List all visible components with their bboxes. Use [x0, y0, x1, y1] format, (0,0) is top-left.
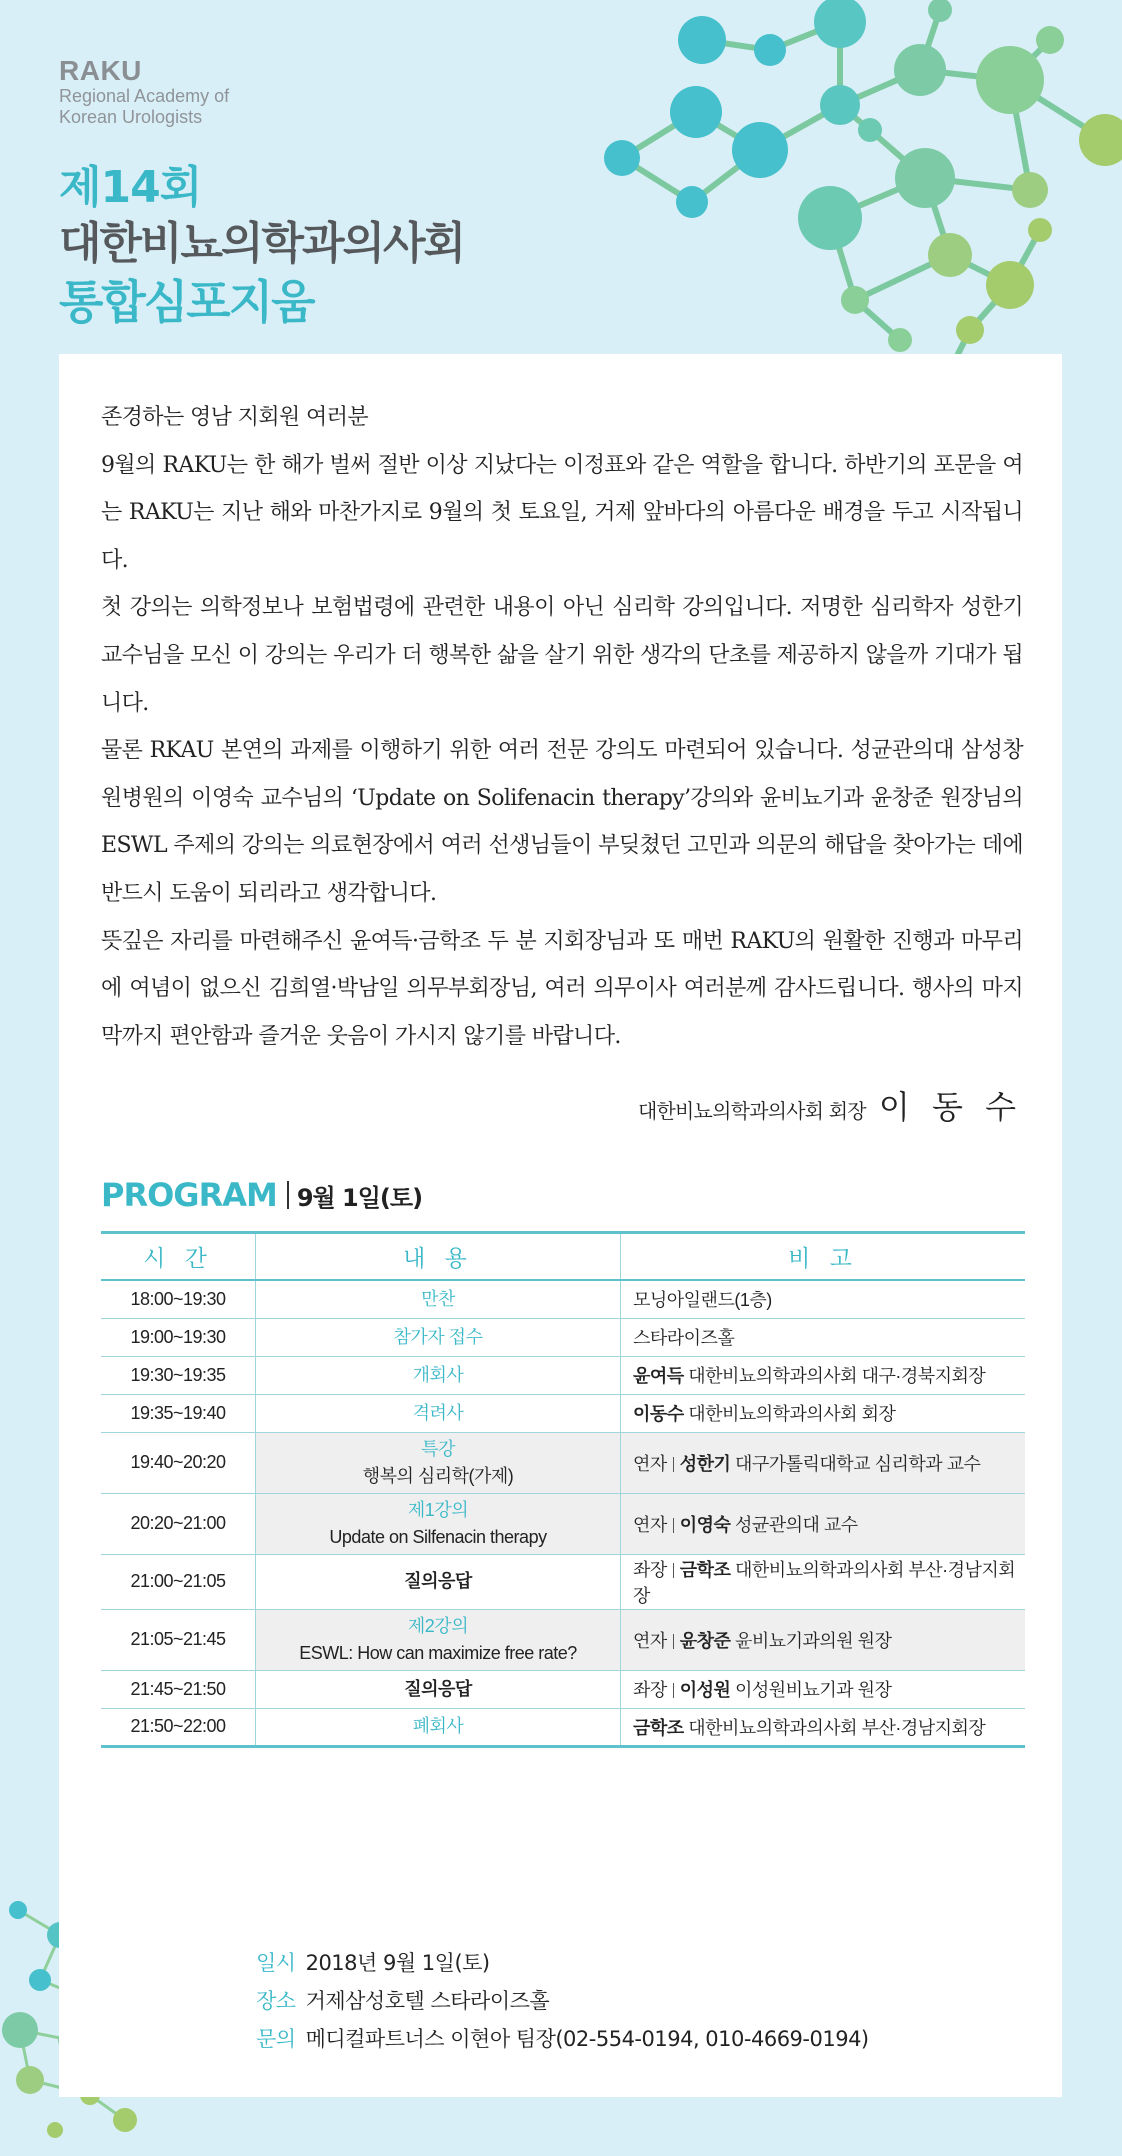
molecule-decoration-top	[590, 0, 1122, 390]
table-row	[101, 1493, 1025, 1554]
column-header-note: 비 고	[621, 1233, 1026, 1281]
note-person: 금학조	[679, 1559, 731, 1580]
note-divider	[673, 1634, 674, 1649]
note-divider	[673, 1563, 674, 1578]
letter-paragraph: 9월의 RAKU는 한 해가 벌써 절반 이상 지났다는 이정표와 같은 역할을 합니다. 하반기의 포문을 여는 RAKU는 지난 해와 마찬가지로 9월의 첫 토요일, 거제 앞바다의 아름다운 배경을 두고 시작됩니다.	[101, 452, 1023, 573]
note-text: 성균관의대 교수	[734, 1514, 858, 1535]
info-place-value: 거제삼성호텔 스타라이즈홀	[305, 1989, 550, 2013]
note-person: 이동수	[633, 1404, 684, 1424]
brand-logo	[59, 56, 229, 128]
session-title: 특강	[421, 1438, 455, 1459]
cell-time: 21:05~21:45	[101, 1609, 256, 1670]
note-person: 이성원	[679, 1680, 731, 1700]
program-heading	[101, 1176, 422, 1214]
signature-name: 이 동 수	[878, 1088, 1022, 1126]
cell-time: 19:00~19:30	[101, 1318, 256, 1356]
table-header-row	[101, 1233, 1025, 1281]
event-title	[59, 160, 464, 332]
letter-paragraph: 첫 강의는 의학정보나 보험법령에 관련한 내용이 아닌 심리학 강의입니다. 저명한 심리학자 성한기 교수님을 모신 이 강의는 우리가 더 행복한 삶을 살기 위한 생각의 단초를 제공하지 않을까 기대가 됩니다.	[101, 595, 1023, 716]
info-date-value: 2018년 9월 1일(토)	[305, 1951, 490, 1975]
cell-content	[256, 1394, 621, 1432]
note-text: 이성원비뇨기과 원장	[734, 1680, 892, 1700]
letter-paragraph: 뜻깊은 자리를 마련해주신 윤여득·금학조 두 분 지회장님과 또 매번 RAKU의 원활한 진행과 마무리에 여념이 없으신 김희열·박남일 의무부회장님, 여러 의무이사 여러분께 감사드립니다. 행사의 마지막까지 편안함과 즐거운 웃음이 가시지 않기를 바랍니다.	[101, 928, 1023, 1049]
info-place-label: 장소	[256, 1989, 296, 2013]
note-text: 대한비뇨의학과의사회 부산·경남지회장	[633, 1559, 1016, 1606]
cell-content	[256, 1432, 621, 1493]
cell-time: 21:45~21:50	[101, 1670, 256, 1708]
event-title-symposium: 통합심포지움	[59, 275, 314, 329]
program-table	[101, 1231, 1025, 1748]
session-subtitle: 행복의 심리학(가제)	[362, 1465, 514, 1486]
note-text: 모닝아일랜드(1층)	[633, 1290, 772, 1311]
session-title: 개회사	[412, 1364, 464, 1385]
cell-content	[256, 1670, 621, 1708]
table-row	[101, 1609, 1025, 1670]
cell-content	[256, 1318, 621, 1356]
note-person: 윤창준	[679, 1630, 731, 1651]
brand-subtitle-line2: Korean Urologists	[59, 107, 203, 127]
session-subtitle: ESWL: How can maximize free rate?	[299, 1642, 577, 1663]
note-person: 금학조	[633, 1717, 684, 1738]
info-contact-value: 메디컬파트너스 이현아 팀장(02-554-0194, 010-4669-0194)	[305, 2027, 869, 2051]
table-row	[101, 1394, 1025, 1432]
program-date: 9월 1일(토)	[296, 1184, 423, 1212]
letter-paragraph: 물론 RKAU 본연의 과제를 이행하기 위한 여러 전문 강의도 마련되어 있습니다. 성균관의대 삼성창원병원의 이영숙 교수님의 ‘Update on Solifenacin therapy’강의와 윤비뇨기과 윤창준 원장님의 ESWL 주제의 강의는 의료현장에서 여러 선생님들이 부딪쳤던 고민과 의문의 해답을 찾아가는 데에 반드시 도움이 되리라고 생각합니다.	[101, 738, 1023, 906]
cell-content	[256, 1280, 621, 1318]
heading-divider	[287, 1181, 289, 1209]
session-title: 질의응답	[404, 1571, 472, 1591]
cell-note	[621, 1493, 1026, 1554]
cell-note	[621, 1670, 1026, 1708]
note-role: 연자	[633, 1453, 667, 1474]
event-title-edition: 제14회	[59, 162, 202, 213]
greeting-letter	[101, 394, 1023, 1060]
session-title: 폐회사	[412, 1716, 464, 1736]
note-person: 이영숙	[679, 1514, 731, 1535]
note-text: 대한비뇨의학과의사회 부산·경남지회장	[688, 1717, 986, 1738]
table-row	[101, 1280, 1025, 1318]
column-header-content: 내 용	[256, 1233, 621, 1281]
info-contact-label: 문의	[256, 2027, 296, 2051]
cell-content	[256, 1356, 621, 1394]
cell-time: 19:35~19:40	[101, 1394, 256, 1432]
program-table-body	[101, 1280, 1025, 1746]
column-header-time: 시 간	[101, 1233, 256, 1281]
cell-note	[621, 1394, 1026, 1432]
cell-note	[621, 1318, 1026, 1356]
note-role: 연자	[633, 1514, 667, 1535]
note-text: 대한비뇨의학과의사회 대구·경북지회장	[688, 1366, 986, 1386]
note-role: 연자	[633, 1630, 667, 1651]
note-divider	[673, 1518, 674, 1533]
note-text: 스타라이즈홀	[633, 1328, 735, 1348]
cell-time: 20:20~21:00	[101, 1493, 256, 1554]
cell-note	[621, 1280, 1026, 1318]
table-row	[101, 1356, 1025, 1394]
event-title-organization: 대한비뇨의학과의사회	[59, 218, 465, 269]
cell-note	[621, 1708, 1026, 1746]
cell-time: 19:30~19:35	[101, 1356, 256, 1394]
cell-note	[621, 1554, 1026, 1609]
cell-time: 21:00~21:05	[101, 1554, 256, 1609]
cell-content	[256, 1609, 621, 1670]
table-row	[101, 1318, 1025, 1356]
note-divider	[673, 1683, 674, 1698]
session-title: 제2강의	[407, 1615, 469, 1636]
signature-organization: 대한비뇨의학과의사회 회장	[638, 1099, 866, 1123]
session-title: 격려사	[412, 1402, 464, 1423]
table-row	[101, 1708, 1025, 1746]
info-contact-row	[256, 2020, 869, 2058]
info-place-row	[256, 1982, 869, 2020]
note-text: 대구가톨릭대학교 심리학과 교수	[734, 1453, 981, 1474]
session-title: 제1강의	[407, 1499, 469, 1520]
session-title: 만찬	[421, 1288, 455, 1309]
content-card	[59, 354, 1062, 2097]
letter-signature	[638, 1082, 1022, 1128]
letter-greeting: 존경하는 영남 지회원 여러분	[101, 405, 369, 430]
cell-content	[256, 1493, 621, 1554]
session-title: 참가자 접수	[393, 1326, 483, 1347]
info-date-row	[256, 1944, 869, 1982]
note-role: 좌장	[633, 1559, 667, 1580]
note-role: 좌장	[633, 1680, 667, 1700]
note-text: 윤비뇨기과의원 원장	[734, 1630, 892, 1651]
session-title: 질의응답	[404, 1678, 472, 1699]
cell-note	[621, 1609, 1026, 1670]
cell-note	[621, 1432, 1026, 1493]
note-text: 대한비뇨의학과의사회 회장	[688, 1404, 896, 1424]
table-row	[101, 1670, 1025, 1708]
program-title: PROGRAM	[101, 1176, 277, 1214]
note-person: 윤여득	[633, 1366, 684, 1386]
brand-subtitle-line1: Regional Academy of	[59, 86, 230, 106]
table-row	[101, 1432, 1025, 1493]
cell-time: 21:50~22:00	[101, 1708, 256, 1746]
session-subtitle: Update on Silfenacin therapy	[329, 1526, 547, 1547]
event-info	[256, 1944, 869, 2058]
note-person: 성한기	[679, 1453, 731, 1474]
cell-time: 18:00~19:30	[101, 1280, 256, 1318]
table-row	[101, 1554, 1025, 1609]
brand-name: RAKU	[59, 55, 142, 86]
cell-content	[256, 1554, 621, 1609]
cell-content	[256, 1708, 621, 1746]
info-date-label: 일시	[256, 1951, 296, 1975]
cell-time: 19:40~20:20	[101, 1432, 256, 1493]
cell-note	[621, 1356, 1026, 1394]
note-divider	[673, 1457, 674, 1472]
